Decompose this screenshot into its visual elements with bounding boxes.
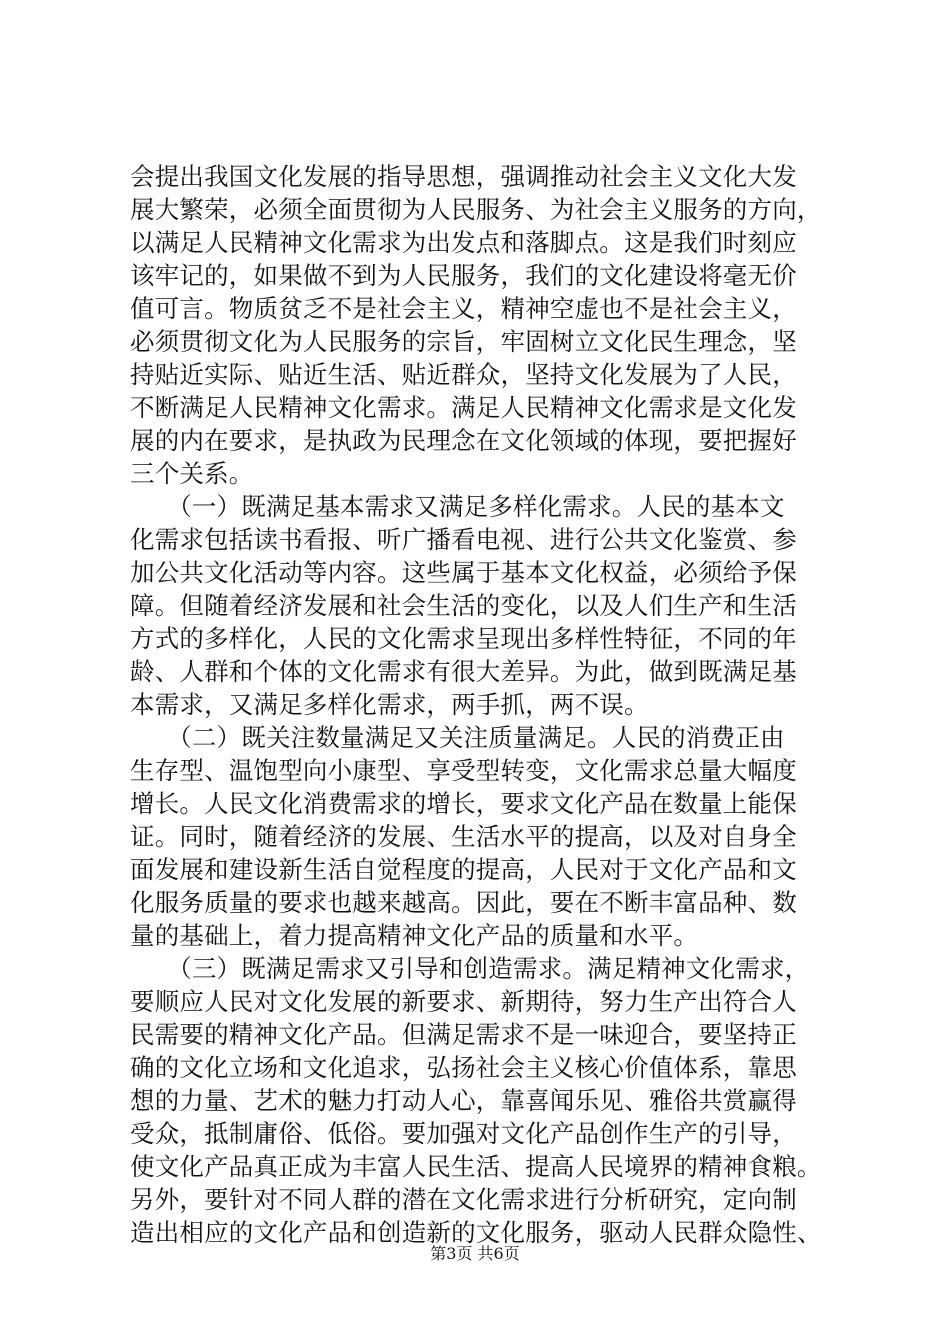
text-line: 面发展和建设新生活自觉程度的提高，人民对于文化产品和文 [130,855,797,884]
text-line: （三）既满足需求又引导和创造需求。满足精神文化需求， [130,954,810,983]
text-line: （二）既关注数量满足又关注质量满足。人民的消费正由 [130,723,785,752]
text-line: 另外，要针对不同人群的潜在文化需求进行分析研究，定向制 [130,1185,797,1214]
text-line: 持贴近实际、贴近生活、贴近群众，坚持文化发展为了人民， [130,360,797,389]
text-line: 受众，抵制庸俗、低俗。要加强对文化产品创作生产的引导， [130,1119,797,1148]
text-line: 使文化产品真正成为丰富人民生活、提高人民境界的精神食粮。 [130,1152,822,1181]
text-line: 证。同时，随着经济的发展、生活水平的提高，以及对自身全 [130,822,797,851]
text-line: 展的内在要求，是执政为民理念在文化领域的体现，要把握好 [130,426,797,455]
text-line: 生存型、温饱型向小康型、享受型转变，文化需求总量大幅度 [130,756,797,785]
text-line: 增长。人民文化消费需求的增长，要求文化产品在数量上能保 [130,789,797,818]
text-line: 值可言。物质贫乏不是社会主义，精神空虚也不是社会主义， [130,294,797,323]
text-line: 会提出我国文化发展的指导思想，强调推动社会主义文化大发 [130,162,797,191]
text-line: 方式的多样化，人民的文化需求呈现出多样性特征，不同的年 [130,624,797,653]
text-line: 以满足人民精神文化需求为出发点和落脚点。这是我们时刻应 [130,228,797,257]
text-line: 化服务质量的要求也越来越高。因此，要在不断丰富品种、数 [130,888,797,917]
text-line: 三个关系。 [130,459,254,488]
text-line: 民需要的精神文化产品。但满足需求不是一味迎合，要坚持正 [130,1020,797,1049]
text-line: 该牢记的，如果做不到为人民服务，我们的文化建设将毫无价 [130,261,797,290]
text-line: （一）既满足基本需求又满足多样化需求。人民的基本文 [130,492,785,521]
document-body [130,160,840,1249]
text-line: 量的基础上，着力提高精神文化产品的质量和水平。 [130,921,699,950]
text-line: 龄、人群和个体的文化需求有很大差异。为此，做到既满足基 [130,657,797,686]
text-line: 本需求，又满足多样化需求，两手抓，两不误。 [130,690,649,719]
text-line: 确的文化立场和文化追求，弘扬社会主义核心价值体系，靠思 [130,1053,797,1082]
text-line: 造出相应的文化产品和创造新的文化服务，驱动人民群众隐性、 [130,1218,822,1247]
text-line: 加公共文化活动等内容。这些属于基本文化权益，必须给予保 [130,558,797,587]
text-line: 展大繁荣，必须全面贯彻为人民服务、为社会主义服务的方向， [130,195,822,224]
text-line: 想的力量、艺术的魅力打动人心，靠喜闻乐见、雅俗共赏赢得 [130,1086,797,1115]
text-line: 化需求包括读书看报、听广播看电视、进行公共文化鉴赏、参 [130,525,797,554]
page-number-footer: 第3页 共6页 [430,1244,520,1263]
text-line: 要顺应人民对文化发展的新要求、新期待，努力生产出符合人 [130,987,797,1016]
text-line: 必须贯彻文化为人民服务的宗旨，牢固树立文化民生理念，坚 [130,327,797,356]
text-line: 障。但随着经济发展和社会生活的变化，以及人们生产和生活 [130,591,797,620]
text-line: 不断满足人民精神文化需求。满足人民精神文化需求是文化发 [130,393,797,422]
